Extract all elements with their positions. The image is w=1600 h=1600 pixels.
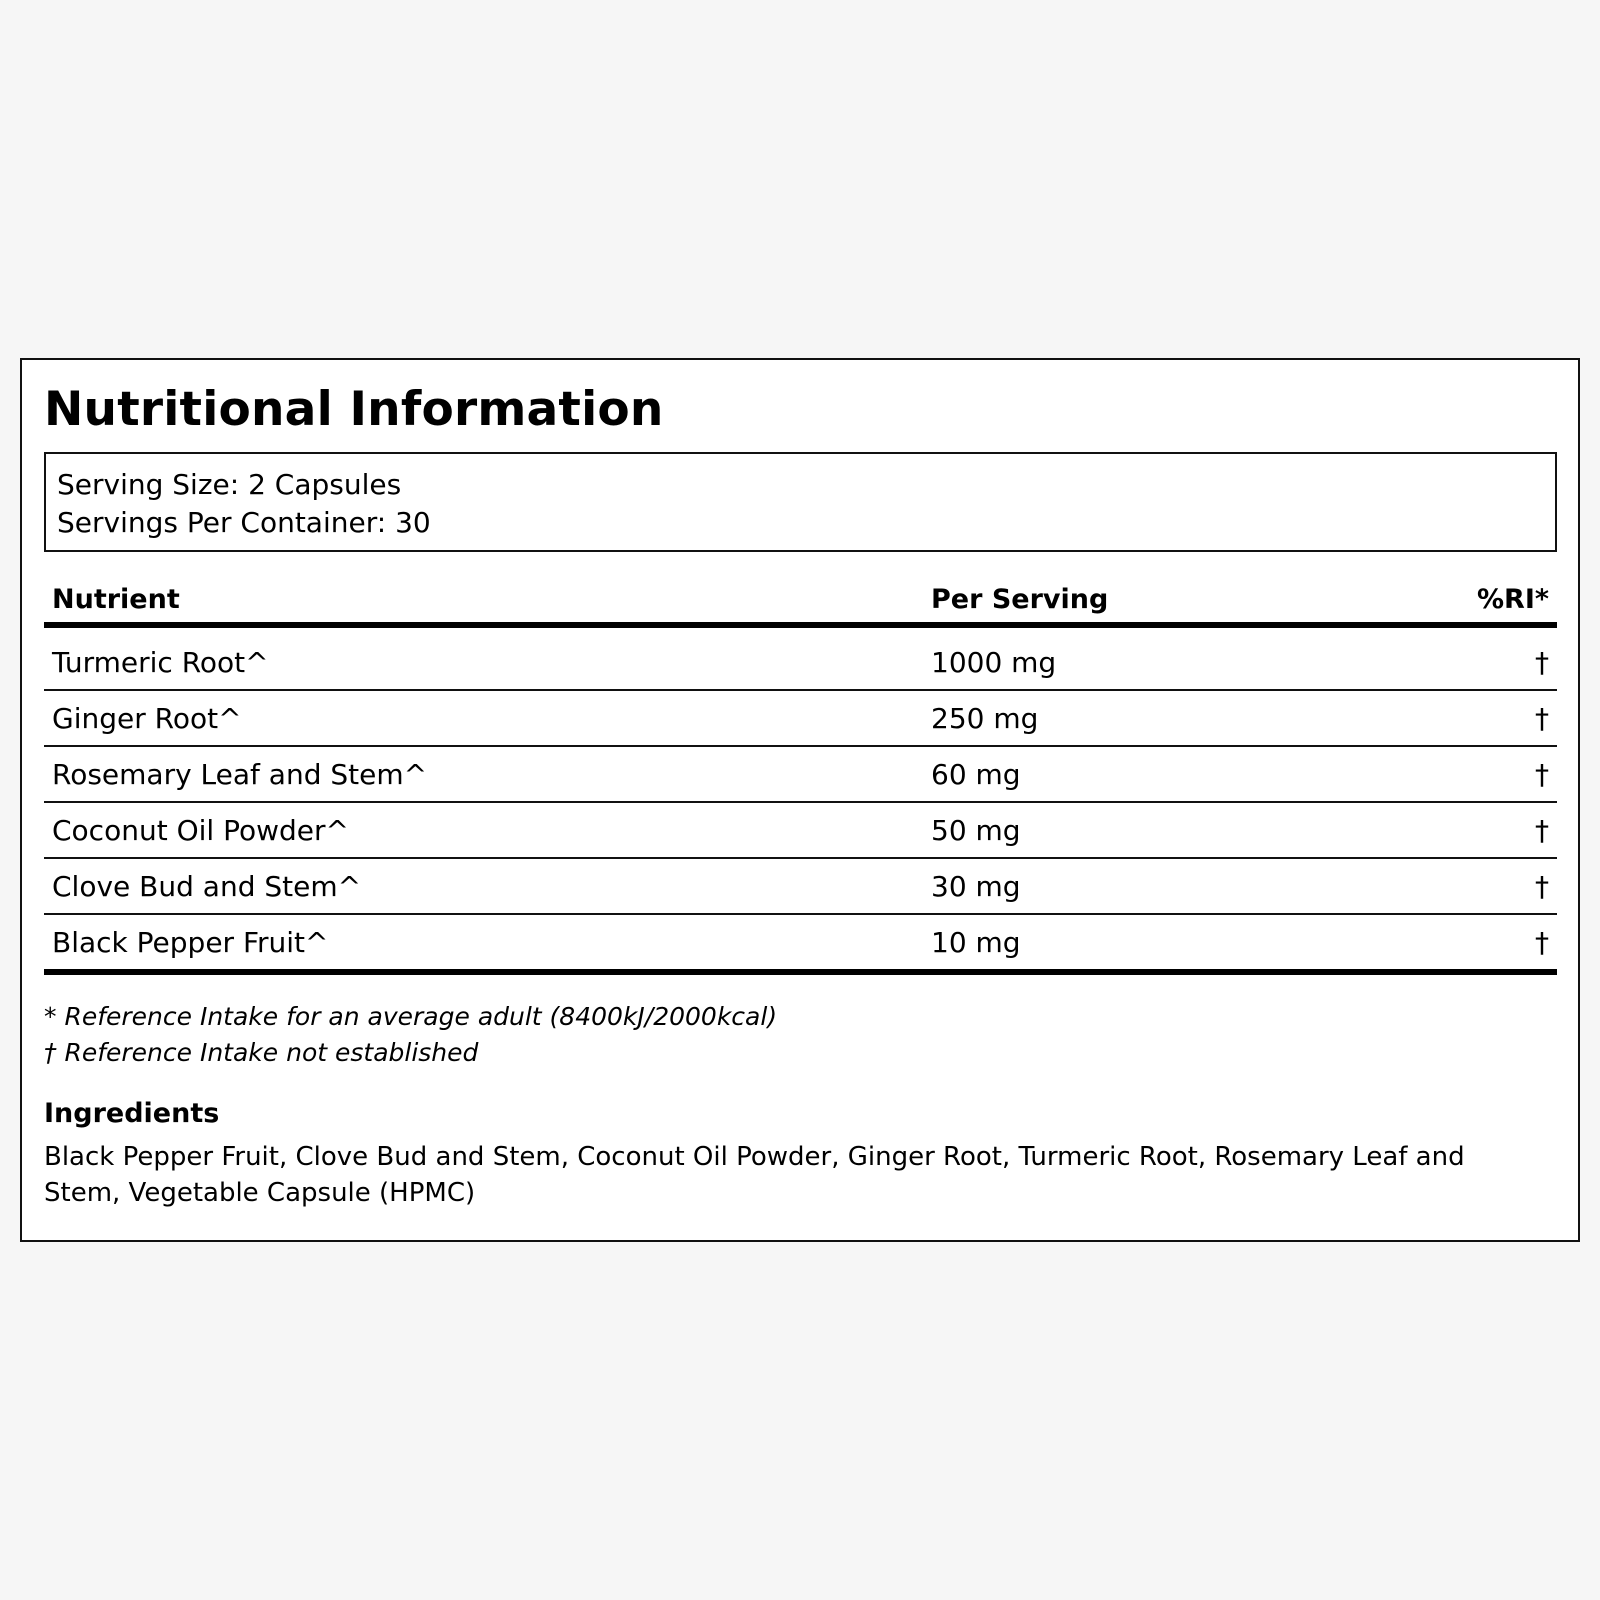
nutrition-label bbox=[20, 358, 1580, 1242]
table-row bbox=[44, 803, 1557, 859]
nutrient-amount: 250 mg bbox=[931, 701, 1039, 735]
serving-info-box bbox=[44, 452, 1557, 552]
table-row bbox=[44, 635, 1557, 691]
table-row bbox=[44, 859, 1557, 915]
table-header bbox=[44, 576, 1557, 628]
nutrient-name: Coconut Oil Powder^ bbox=[52, 813, 349, 847]
nutrient-ri: † bbox=[1535, 925, 1549, 959]
nutrient-amount: 10 mg bbox=[931, 925, 1021, 959]
nutrient-ri: † bbox=[1535, 757, 1549, 791]
nutrient-name: Clove Bud and Stem^ bbox=[52, 869, 362, 903]
table-row bbox=[44, 691, 1557, 747]
table-row bbox=[44, 915, 1557, 975]
table-row bbox=[44, 747, 1557, 803]
nutrient-ri: † bbox=[1535, 869, 1549, 903]
nutrient-name: Ginger Root^ bbox=[52, 701, 242, 735]
header-ri: %RI* bbox=[1476, 583, 1549, 615]
ingredients-heading: Ingredients bbox=[44, 1098, 220, 1129]
footnotes bbox=[44, 999, 1557, 1071]
nutrient-ri: † bbox=[1535, 813, 1549, 847]
ri-footnote: * Reference Intake for an average adult (8400kJ/2000kcal) bbox=[44, 1002, 778, 1031]
nutrient-name: Black Pepper Fruit^ bbox=[52, 925, 329, 959]
header-nutrient: Nutrient bbox=[52, 583, 180, 615]
label-title: Nutritional Information bbox=[44, 382, 664, 437]
nutrient-table bbox=[44, 628, 1557, 975]
nutrient-amount: 30 mg bbox=[931, 869, 1021, 903]
dagger-footnote: † Reference Intake not established bbox=[44, 1038, 479, 1067]
nutrient-name: Rosemary Leaf and Stem^ bbox=[52, 757, 428, 791]
nutrient-amount: 1000 mg bbox=[931, 645, 1057, 679]
nutrient-name: Turmeric Root^ bbox=[52, 645, 269, 679]
nutrient-ri: † bbox=[1535, 701, 1549, 735]
header-per-serving: Per Serving bbox=[931, 583, 1109, 615]
nutrient-amount: 50 mg bbox=[931, 813, 1021, 847]
nutrient-ri: † bbox=[1535, 645, 1549, 679]
nutrient-amount: 60 mg bbox=[931, 757, 1021, 791]
servings-per-container: Servings Per Container: 30 bbox=[57, 506, 431, 539]
serving-size: Serving Size: 2 Capsules bbox=[57, 468, 402, 501]
ingredients-list: Black Pepper Fruit, Clove Bud and Stem, Coconut Oil Powder, Ginger Root, Turmeric Root, Rosemary Leaf and Stem, Vegetable Capsule (HPMC) bbox=[44, 1142, 1465, 1208]
